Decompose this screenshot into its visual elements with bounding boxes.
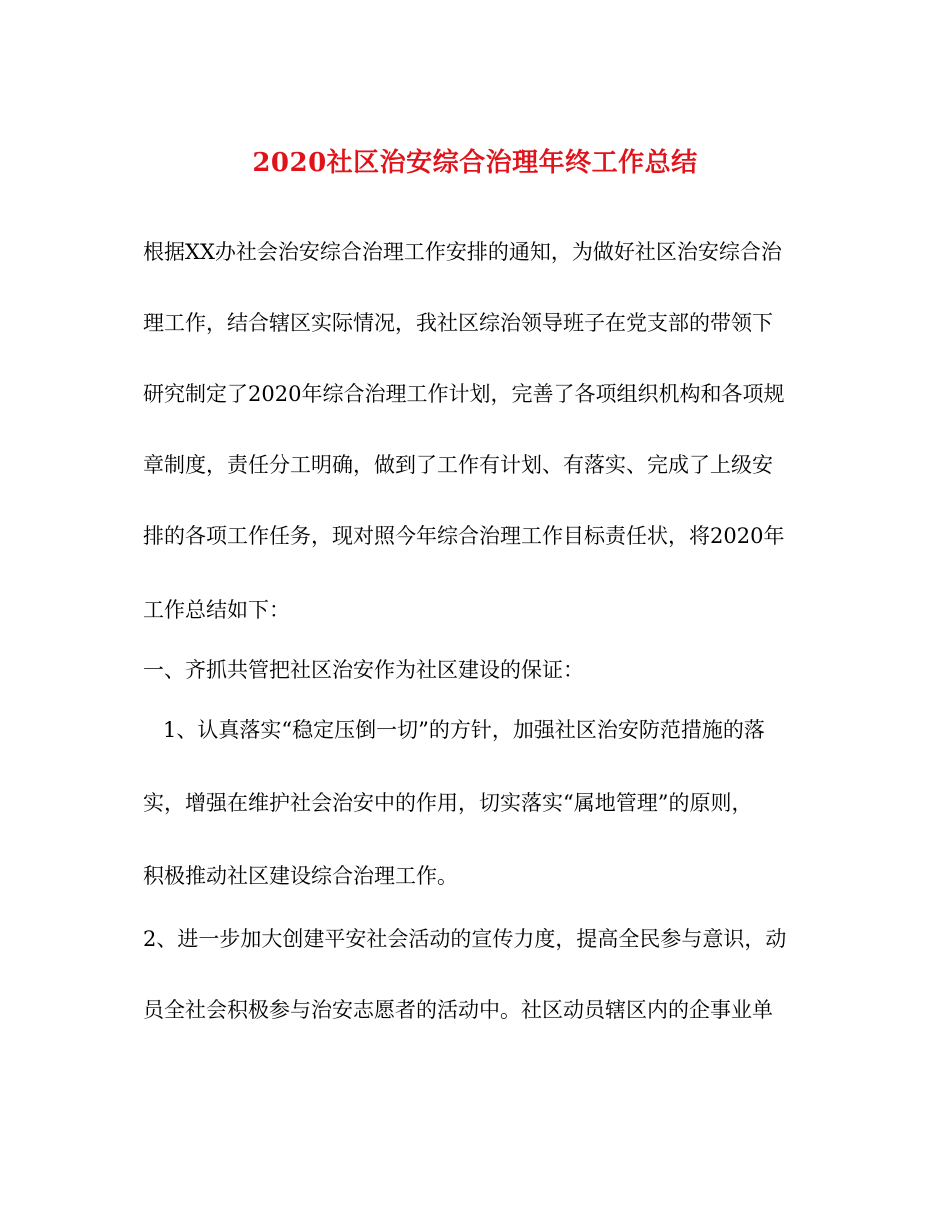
paragraph-line: 2、进一步加大创建平安社会活动的宣传力度，提高全民参与意识，动 xyxy=(143,927,787,951)
paragraph-line: 员全社会积极参与治安志愿者的活动中。社区动员辖区内的企事业单 xyxy=(143,998,773,1022)
paragraph-line: 排的各项工作任务，现对照今年综合治理工作目标责任状，将2020年 xyxy=(143,524,785,548)
section-heading: 一、齐抓共管把社区治安作为社区建设的保证： xyxy=(143,658,584,682)
paragraph-line: 工作总结如下： xyxy=(143,598,290,622)
document-title: 2020社区治安综合治理年终工作总结 xyxy=(252,148,698,178)
paragraph-line: 研究制定了2020年综合治理工作计划，完善了各项组织机构和各项规 xyxy=(143,382,785,406)
paragraph-line: 章制度，责任分工明确，做到了工作有计划、有落实、完成了上级安 xyxy=(143,453,773,477)
paragraph-line: 理工作，结合辖区实际情况，我社区综治领导班子在党支部的带领下 xyxy=(143,311,773,335)
paragraph-line: 1、认真落实“稳定压倒一切”的方针，加强社区治安防范措施的落 xyxy=(163,718,765,742)
paragraph-line: 实，增强在维护社会治安中的作用，切实落实“属地管理”的原则， xyxy=(143,791,753,815)
paragraph-line: 根据XX办社会治安综合治理工作安排的通知，为做好社区治安综合治 xyxy=(143,240,782,264)
paragraph-line: 积极推动社区建设综合治理工作。 xyxy=(143,864,458,888)
